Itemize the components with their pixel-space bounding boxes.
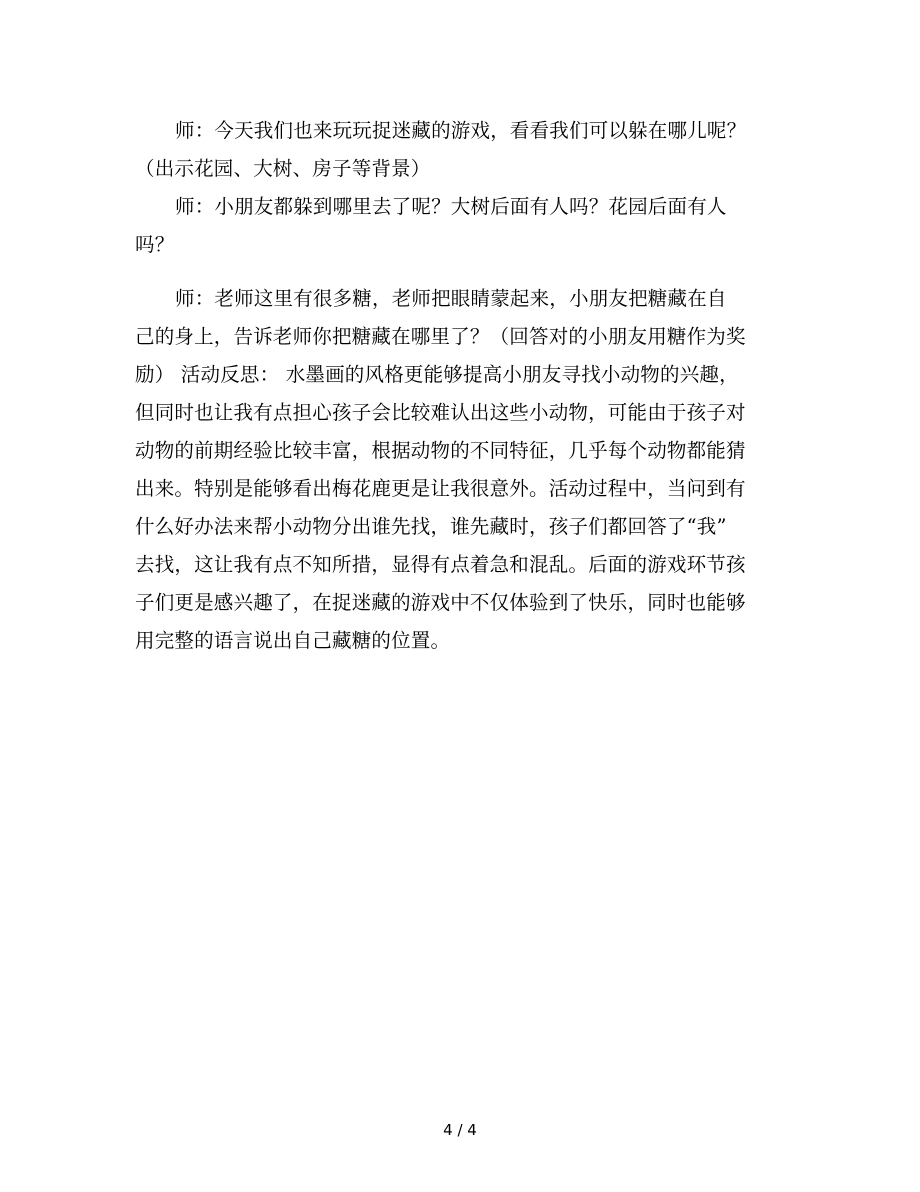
paragraph-line: 师：今天我们也来玩玩捉迷藏的游戏，看看我们可以躲在哪儿呢？ [175, 119, 747, 142]
paragraph-line: 用完整的语言说出自己藏糖的位置。 [135, 629, 451, 652]
paragraph-line: 师：老师这里有很多糖，老师把眼睛蒙起来，小朋友把糖藏在自 [175, 287, 727, 310]
paragraph-line: 子们更是感兴趣了，在捉迷藏的游戏中不仅体验到了快乐，同时也能够 [135, 591, 746, 614]
paragraph-line: 动物的前期经验比较丰富，根据动物的不同特征，几乎每个动物都能猜 [135, 439, 746, 462]
page-number: 4 / 4 [443, 1121, 477, 1139]
paragraph-line: 己的身上，告诉老师你把糖藏在哪里了？（回答对的小朋友用糖作为奖 [135, 325, 746, 348]
paragraph-spacer [135, 264, 751, 280]
document-body [135, 112, 751, 660]
paragraph-line: 但同时也让我有点担心孩子会比较难认出这些小动物，可能由于孩子对 [135, 401, 746, 424]
paragraph-line: （出示花园、大树、房子等背景） [135, 157, 431, 180]
paragraph-line: 去找，这让我有点不知所措，显得有点着急和混乱。后面的游戏环节孩 [135, 553, 746, 576]
paragraph-line: 励） 活动反思： 水墨画的风格更能够提高小朋友寻找小动物的兴趣， [135, 363, 739, 386]
paragraph-line: 吗？ [135, 233, 175, 256]
paragraph-line: 什么好办法来帮小动物分出谁先找，谁先藏时，孩子们都回答了“我” [135, 515, 727, 538]
paragraph-line: 师：小朋友都躲到哪里去了呢？大树后面有人吗？花园后面有人 [175, 195, 727, 218]
paragraph-line: 出来。特别是能够看出梅花鹿更是让我很意外。活动过程中，当问到有 [135, 477, 746, 500]
